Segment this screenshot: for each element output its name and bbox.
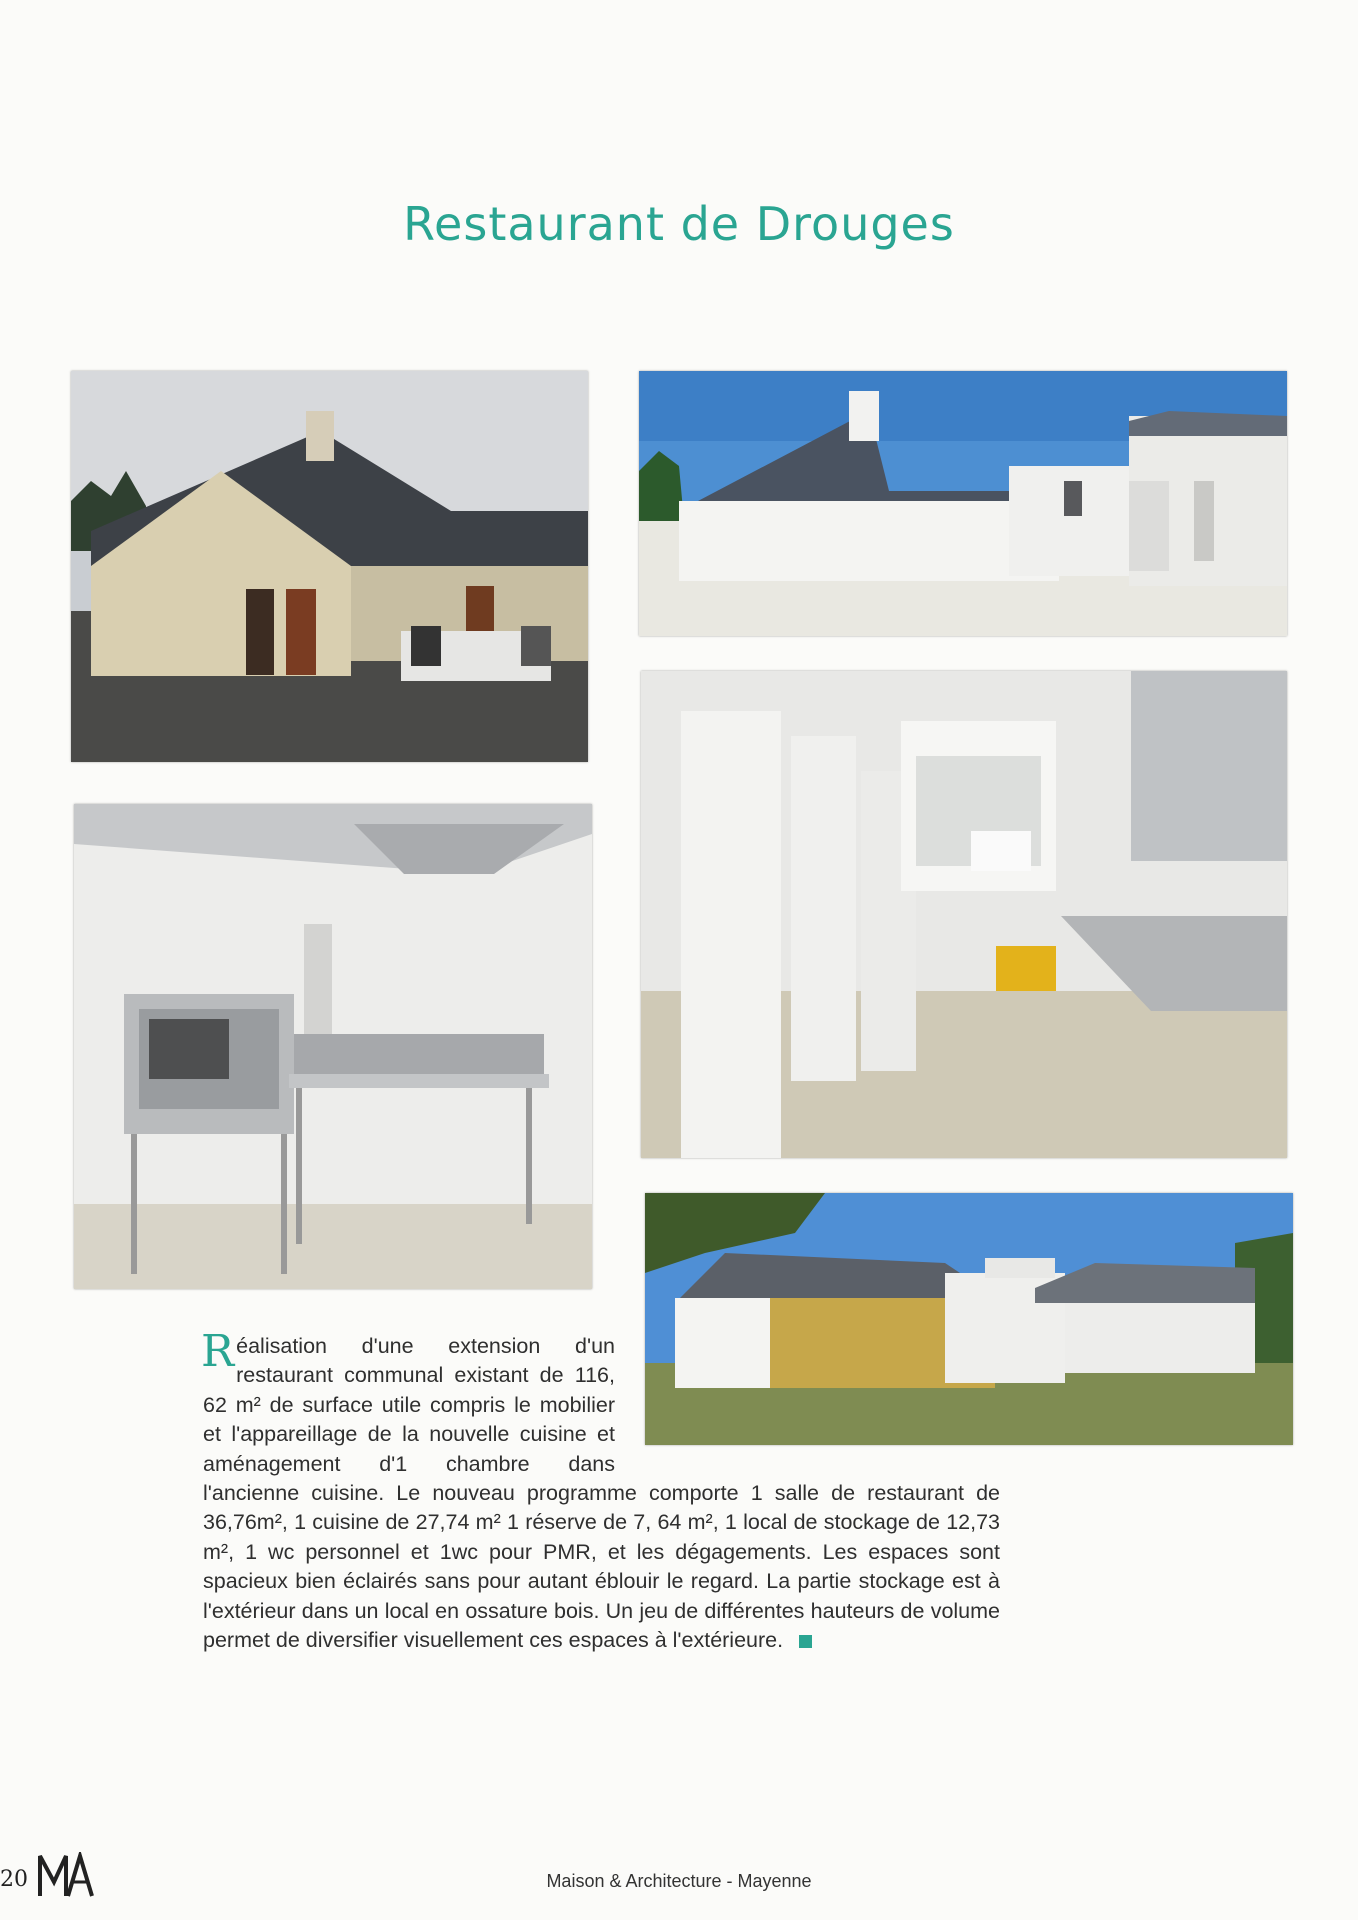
drop-cap: R [201, 1326, 235, 1377]
photo-cooking-equipment [74, 804, 592, 1289]
publication-name: Maison & Architecture - Mayenne [546, 1871, 812, 1891]
article-body: éalisation d'une extension d'un restaurant communal existant de 116, 62 m² de surface utile compris le mobilier et l'appareillage de la nouvelle cuisine et aménagement d'1 chambre dans l'ancienne cuisine. Le nouveau programme comporte 1 salle de restaurant de 36,76m², 1 cuisine de 27,74 m² 1 réserve de 7, 64 m², 1 local de stockage de 12,73 m², 1 wc personnel et 1wc pour PMR, et les dégagements. Les espaces sont spacieux bien éclairés sans pour autant éblouir le regard. La partie stockage est à l'extérieur dans un local en ossature bois. Un jeu de différentes hauteurs de volume permet de diversifier visuellement ces espaces à l'extérieure. [203, 1334, 1000, 1653]
photo-extension-exterior [639, 371, 1287, 636]
page-title: Restaurant de Drouges [403, 196, 955, 251]
photo-kitchen-interior [641, 671, 1287, 1158]
end-of-article-mark [799, 1635, 812, 1648]
article-text [201, 1326, 1000, 1655]
photo-float-spacer [615, 1332, 1000, 1462]
photo-existing-building [71, 371, 588, 762]
page-number: 20 [0, 1867, 28, 1892]
